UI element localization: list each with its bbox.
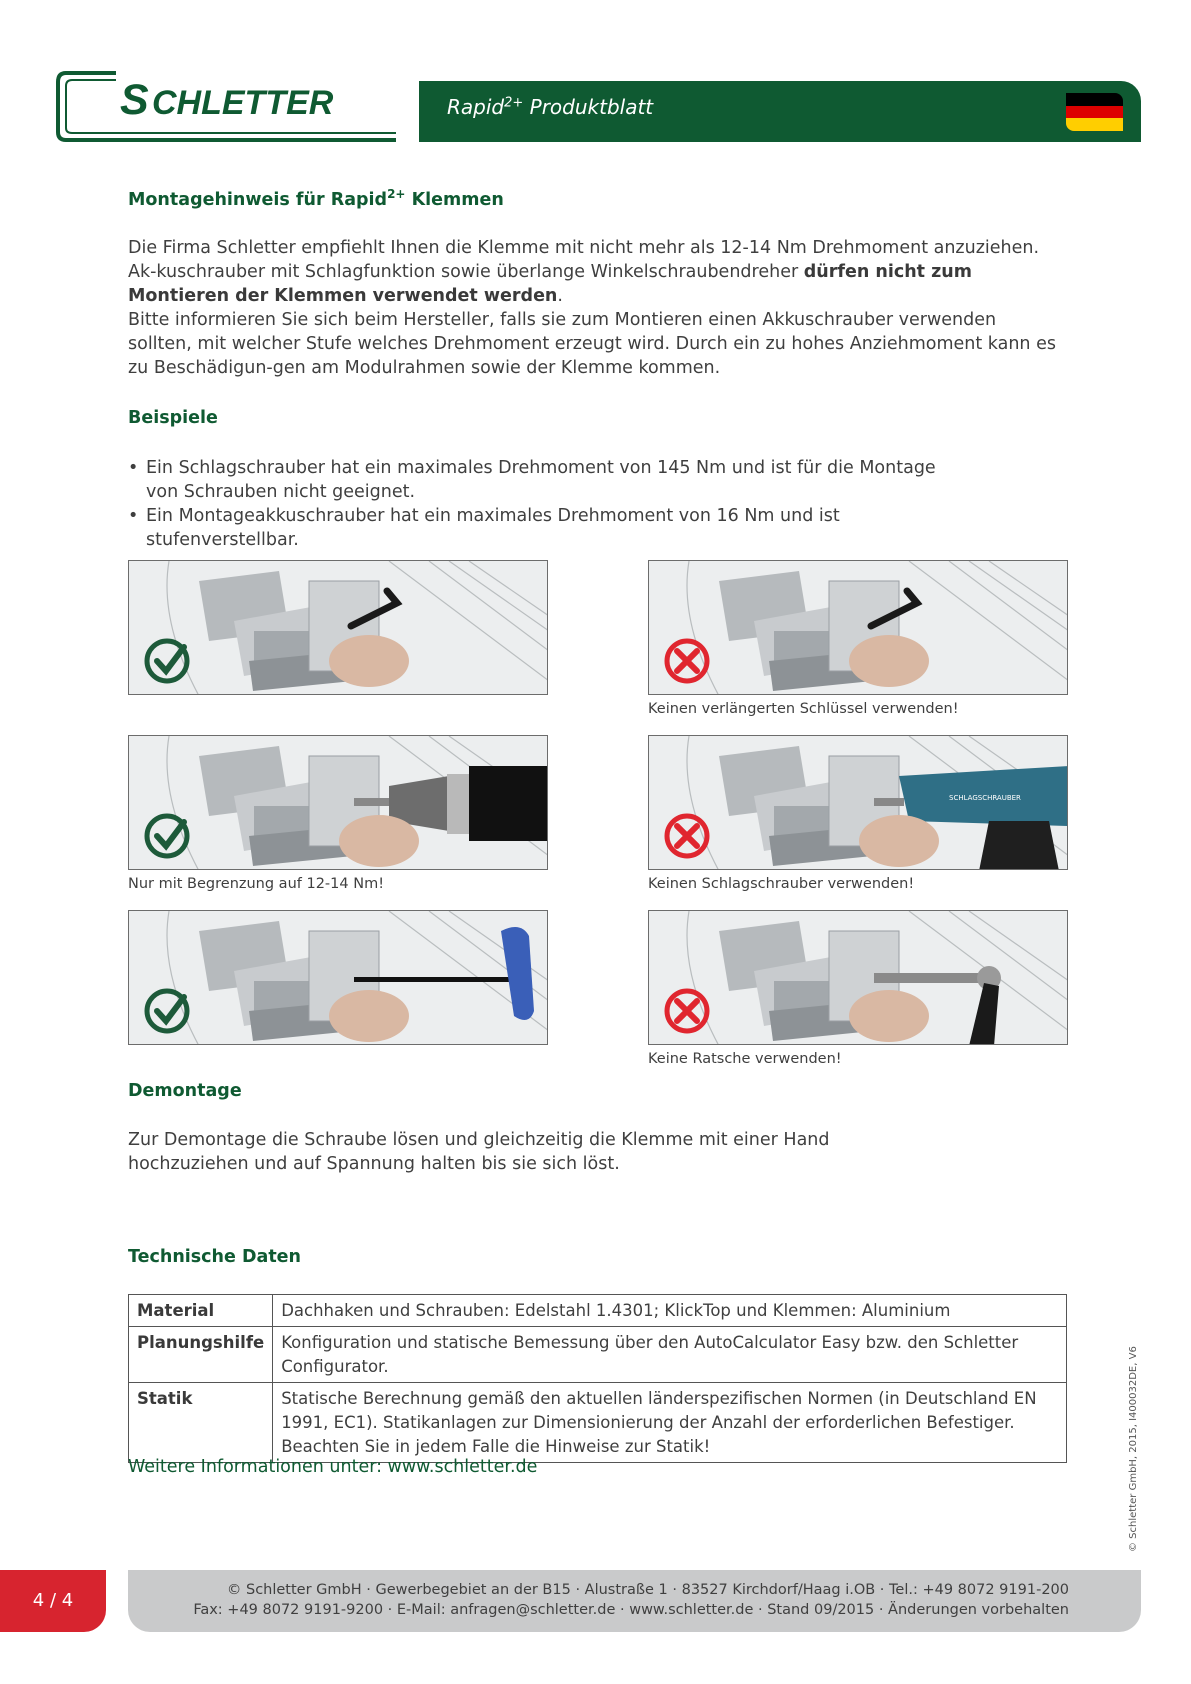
montage-heading: Montagehinweis für Rapid$^{2+}$ Klemmen [128,187,504,210]
footer-bar [128,1570,1141,1632]
caption-drill: Nur mit Begrenzung auf 12-14 Nm! [128,876,385,892]
german-flag-icon [1066,93,1123,131]
footer-contact: Fax: +49 8072 9191-9200 · E-Mail: anfragen@schletter.de · www.schletter.de · Stand 09/2015 · Änderungen vorbehalten [193,1602,1069,1618]
table-key: Statik [129,1383,273,1463]
more-info-link[interactable]: Weitere Informationen unter: www.schletter.de [128,1457,538,1477]
photo-drill-ok [128,735,548,870]
demontage-heading: Demontage [128,1081,242,1101]
montage-text: Die Firma Schletter empfiehlt Ihnen die Klemme mit nicht mehr als 12-14 Nm Drehmoment anzuziehen. Ak-kuschrauber mit Schlagfunktion sowie überlange Winkelschraubendreher dürfen nicht zum Montieren der Klemmen verwendet werden. Bitte informieren Sie sich beim Hersteller, falls sie zum Montieren einen Akkuschrauber verwenden sollten, mit welcher Stufe welches Drehmoment erzeugt wird. Durch ein zu hohes Anziehmoment kann es zu Beschädigun-gen am Modulrahmen sowie der Klemme kommen. [128,238,1056,378]
header-bar [419,81,1141,142]
caption-ratchet: Keine Ratsche verwenden! [648,1051,842,1067]
table-key: Planungshilfe [129,1327,273,1383]
caption-extended-key: Keinen verlängerten Schlüssel verwenden! [648,701,959,717]
technische-daten-heading: Technische Daten [128,1247,302,1267]
table-row [129,1295,1067,1327]
caption-impact-driver: Keinen Schlagschrauber verwenden! [648,876,915,892]
photo-extended-key-bad [648,560,1068,695]
list-item: • Ein Schlagschrauber hat ein maximales Drehmoment von 145 Nm und ist für die Montage von Schrauben nicht geeignet. [128,456,958,504]
footer-address: © Schletter GmbH · Gewerbegebiet an der B15 · Alustraße 1 · 83527 Kirchdorf/Haag i.OB · Tel.: +49 8072 9191-200 [226,1582,1069,1598]
demontage-text: Zur Demontage die Schraube lösen und gleichzeitig die Klemme mit einer Hand hochzuziehen und auf Spannung halten bis sie sich löst. [128,1130,830,1174]
technical-data-table [128,1294,1067,1463]
table-key: Material [129,1295,273,1327]
drill-label: SCHLAGSCHRAUBER [949,794,1021,802]
photo-ratchet-bad [648,910,1068,1045]
photo-impact-driver-bad [648,735,1068,870]
photo-hex-key-ok [128,560,548,695]
table-value: Statische Berechnung gemäß den aktuellen länderspezifischen Normen (in Deutschland EN 1991, EC1). Statikanlagen zur Dimensionierung der Anzahl der erforderlichen Befestiger. Beachten Sie in jedem Falle die Hinweise zur Statik! [273,1383,1067,1463]
photo-t-handle-ok [128,910,548,1045]
beispiele-heading: Beispiele [128,408,218,428]
table-row [129,1383,1067,1463]
table-value: Dachhaken und Schrauben: Edelstahl 1.4301; KlickTop und Klemmen: Aluminium [273,1295,1067,1327]
list-item: • Ein Montageakkuschrauber hat ein maximales Drehmoment von 16 Nm und ist stufenverstellbar. [128,504,958,552]
schletter-logo [56,70,396,142]
table-value: Konfiguration und statische Bemessung über den AutoCalculator Easy bzw. den Schletter Configurator. [273,1327,1067,1383]
logo-wordmark: CHLETTER [152,84,334,122]
table-row [129,1327,1067,1383]
logo-s-letter: S [120,76,149,124]
header-title: Rapid$^{2+}$ Produktblatt [447,95,654,119]
beispiele-list [128,456,958,552]
side-copyright: © Schletter GmbH, 2015, I400032DE, V6 [1128,1346,1139,1552]
page-number: 4 / 4 [0,1570,106,1632]
